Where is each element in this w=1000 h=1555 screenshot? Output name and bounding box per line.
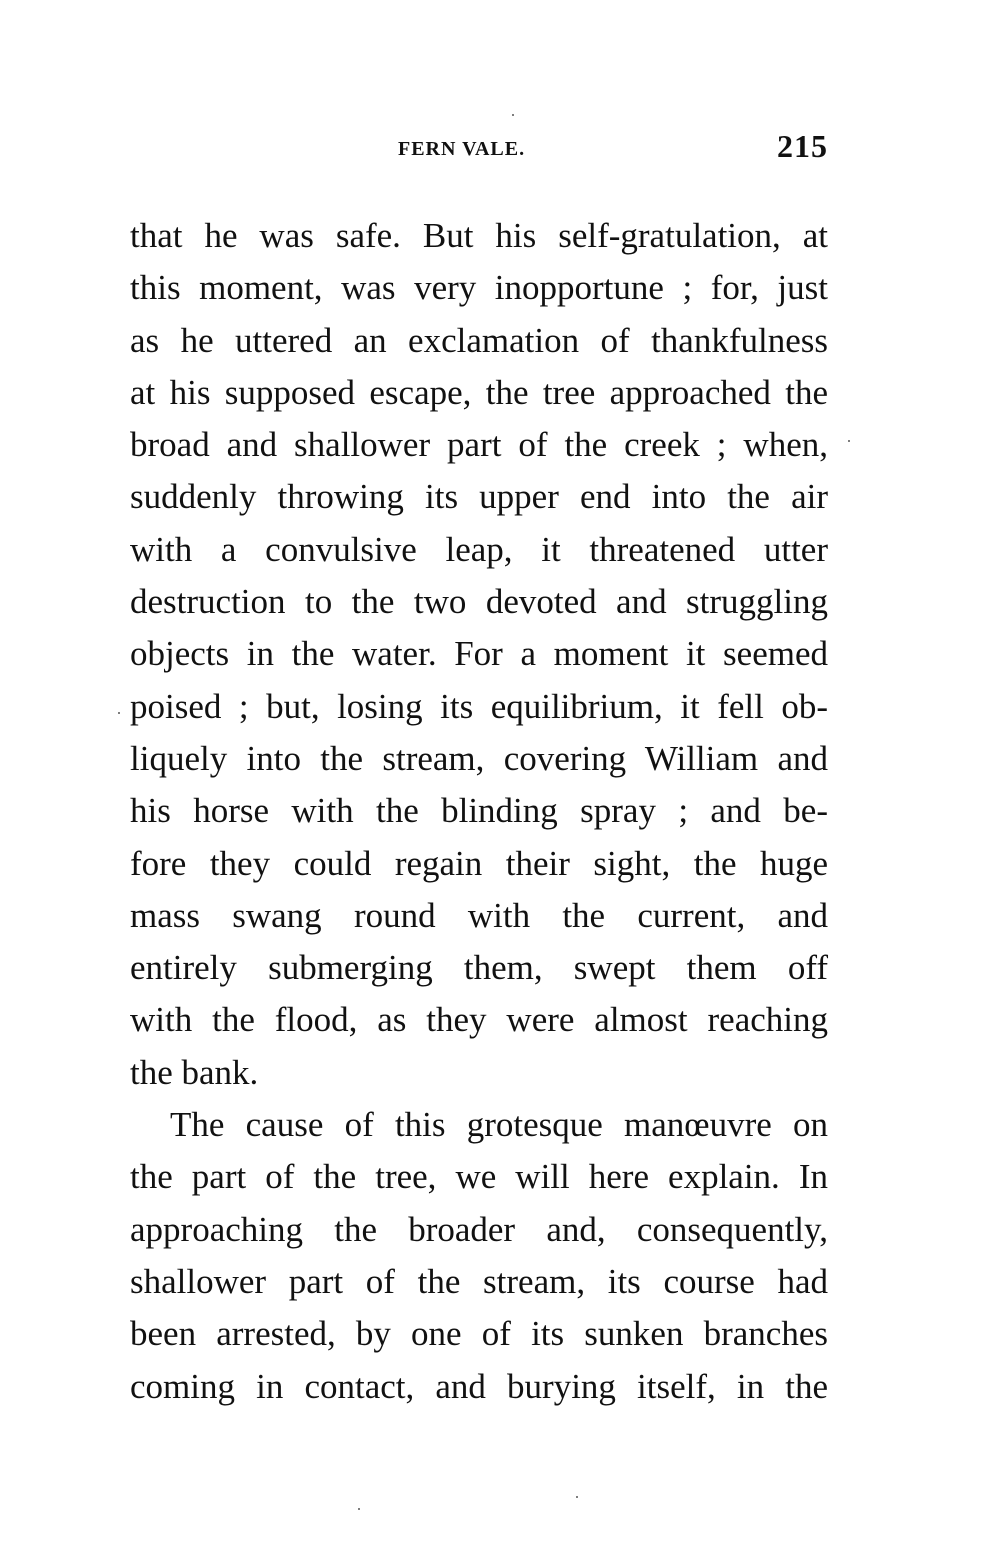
text-line: been arrested, by one of its sunken branches xyxy=(130,1314,828,1354)
scan-speck xyxy=(576,1496,578,1498)
page-number: 215 xyxy=(777,128,828,164)
scan-speck xyxy=(848,440,850,442)
text-line: approaching the broader and, consequently, xyxy=(130,1209,828,1249)
text-line: the part of the tree, we will here explain. In xyxy=(130,1157,828,1197)
running-title: FERN VALE. xyxy=(398,138,526,160)
scan-speck xyxy=(512,114,514,116)
text-line: coming in contact, and burying itself, in the xyxy=(130,1366,828,1406)
text-line: with a convulsive leap, it threatened utter xyxy=(130,529,828,569)
text-line: fore they could regain their sight, the huge xyxy=(130,843,828,883)
scan-speck xyxy=(118,712,120,714)
text-line: his horse with the blinding spray ; and be- xyxy=(130,791,828,831)
text-line: entirely submerging them, swept them off xyxy=(130,948,828,988)
text-line: poised ; but, losing its equilibrium, it fell ob- xyxy=(130,686,828,726)
text-line: mass swang round with the current, and xyxy=(130,895,828,935)
text-line: liquely into the stream, covering William and xyxy=(130,738,828,778)
text-line: shallower part of the stream, its course had xyxy=(130,1261,828,1301)
text-line: this moment, was very inopportune ; for, just xyxy=(130,268,828,308)
text-line: the bank. xyxy=(130,1052,259,1092)
text-line: suddenly throwing its upper end into the air xyxy=(130,477,828,517)
text-line: with the flood, as they were almost reaching xyxy=(130,1000,828,1040)
text-line: at his supposed escape, the tree approached the xyxy=(130,372,828,412)
text-line: The cause of this grotesque manœuvre on xyxy=(170,1105,828,1145)
body-text xyxy=(130,210,828,1413)
text-line: broad and shallower part of the creek ; when, xyxy=(130,425,828,465)
text-line: destruction to the two devoted and struggling xyxy=(130,582,828,622)
running-head xyxy=(130,128,828,168)
scan-speck xyxy=(358,1508,360,1510)
text-line: that he was safe. But his self-gratulation, at xyxy=(130,216,828,255)
text-line: objects in the water. For a moment it seemed xyxy=(130,634,828,674)
text-line: as he uttered an exclamation of thankfulness xyxy=(130,320,828,360)
